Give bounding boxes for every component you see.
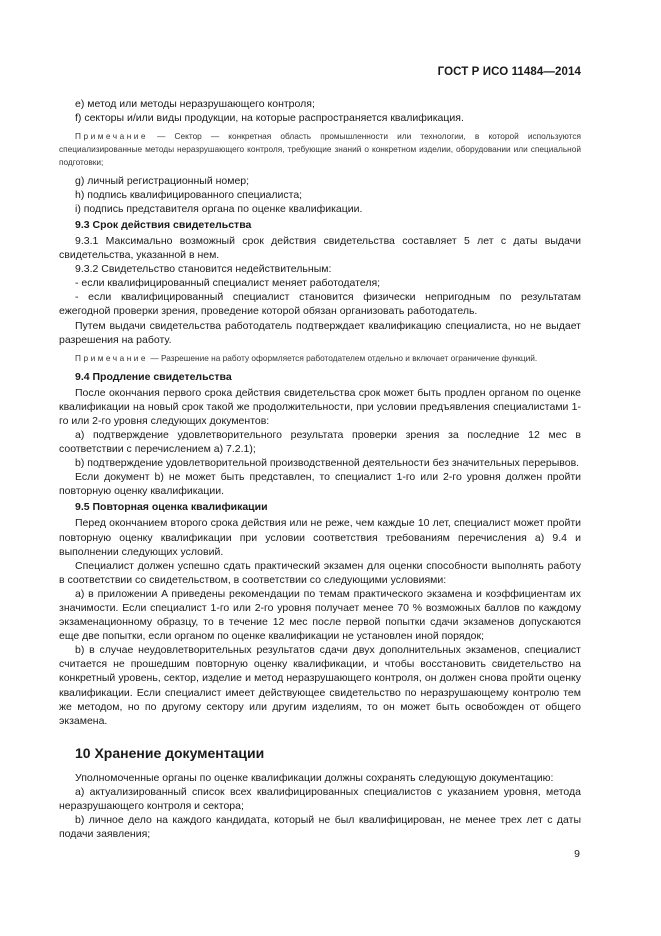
note-text: — Сектор — конкретная область промышленности или технологии, в которой используются специализированные методы неразрушающего контроля, требующие знаний о конкретном изделии, оборудовании или специальной подготовки; [59,131,581,167]
paragraph-9-3-2: 9.3.2 Свидетельство становится недействительным: [75,263,332,276]
paragraph-9-5-intro: Перед окончанием второго срока действия или не реже, чем каждые 10 лет, специалист может пройти повторную оценку квалификации при условии соответствия требованиям перечисления a) 9.4 и выполнении следующих условий. [59,517,581,558]
section-10-heading: 10 Хранение документации [75,744,265,761]
paragraph-10-intro: Уполномоченные органы по оценке квалификации должны сохранять следующую документацию: [75,771,554,784]
list-item-h: h) подпись квалифицированного специалиста; [75,188,303,201]
section-9-3-heading: 9.3 Срок действия свидетельства [75,218,252,231]
list-item-b: b) личное дело на каждого кандидата, который не был квалифицирован, не менее трех лет с даты подачи заявления; [59,814,581,841]
note-label: Примечание [75,131,149,142]
paragraph-9-3-1: 9.3.1 Максимально возможный срок действия свидетельства составляет 5 лет с даты выдачи свидетельства, указанной в нем. [59,234,581,262]
list-item-e: e) метод или методы неразрушающего контроля; [75,98,315,110]
list-item-dash-1: - если квалифицированный специалист меняет работодателя; [75,277,381,290]
paragraph-9-5-exam: Специалист должен успешно сдать практический экзамен для оценки способности выполнять работу в соответствии со свидетельством, в соответствии со следующими условиями: [59,559,581,586]
list-item-a: a) в приложении A приведены рекомендации по темам практического экзамена и коэффициентам их значимости. Если специалист 1-го или 2-го уровня получает менее 70 % возможных баллов по каждому экзаменационному образцу, то в течение 12 мес после первой попытки сдачи экзаменов допускаются еще две попытки, если органом по оценке квалификации не установлен иной порядок; [59,587,581,643]
list-item-f: f) секторы и/или виды продукции, на которые распространяется квалификация. [75,112,464,125]
page-content [59,97,581,841]
section-9-5-heading: 9.5 Повторная оценка квалификации [75,501,268,514]
list-item-i: i) подпись представителя органа по оценке квалификации. [75,202,363,215]
note-label: Примечание [75,352,149,363]
list-item-g: g) личный регистрационный номер; [75,174,250,187]
paragraph-9-4-intro: После окончания первого срока действия свидетельства срок может быть продлен органом по оценке квалификации на новый срок такой же продолжительности, при условии предъявления специалистами 1-го или 2-го уровня следующих документов: [59,386,581,427]
note-permit [59,352,581,365]
page-number: 9 [574,848,580,860]
list-item-b: b) в случае неудовлетворительных результатов сдачи двух дополнительных экзаменов, специалист считается не прошедшим повторную оценку квалификации, и чтобы восстановить свидетельство на конкретный уровень, сектор, изделие и метод неразрушающего контроля, он должен снова пройти оценку квалификации. Если специалист имеет действующее свидетельство по неразрушающему контролю тем же методом, но по другому сектору или другим изделиям, то он может быть освобожден от общего экзамена. [59,644,581,727]
document-code: ГОСТ Р ИСО 11484—2014 [437,66,581,78]
paragraph-9-4-end: Если документ b) не может быть представлен, то специалист 1-го или 2-го уровня должен пройти повторную оценку квалификации. [59,471,581,498]
paragraph-permit: Путем выдачи свидетельства работодатель подтверждает квалификацию специалиста, но не выдает разрешения на работу. [59,319,581,346]
list-item-a: a) подтверждение удовлетворительного результата проверки зрения за последние 12 мес в соответствии с перечислением a) 7.2.1); [59,428,581,455]
list-item-a: a) актуализированный список всех квалифицированных специалистов с указанием уровня, метода неразрушающего контроля и сектора; [59,785,581,813]
section-9-4-heading: 9.4 Продление свидетельства [75,370,232,383]
list-item-dash-2: - если квалифицированный специалист становится физически непригодным по результатам ежегодной проверки зрения, проведение которой обязан организовать работодатель. [59,291,581,318]
note-sector [59,130,581,168]
list-item-b: b) подтверждение удовлетворительной производственной деятельности без значительных перерывов. [75,457,580,470]
note-text: — Разрешение на работу оформляется работодателем отдельно и включает ограничение функций. [148,352,538,363]
